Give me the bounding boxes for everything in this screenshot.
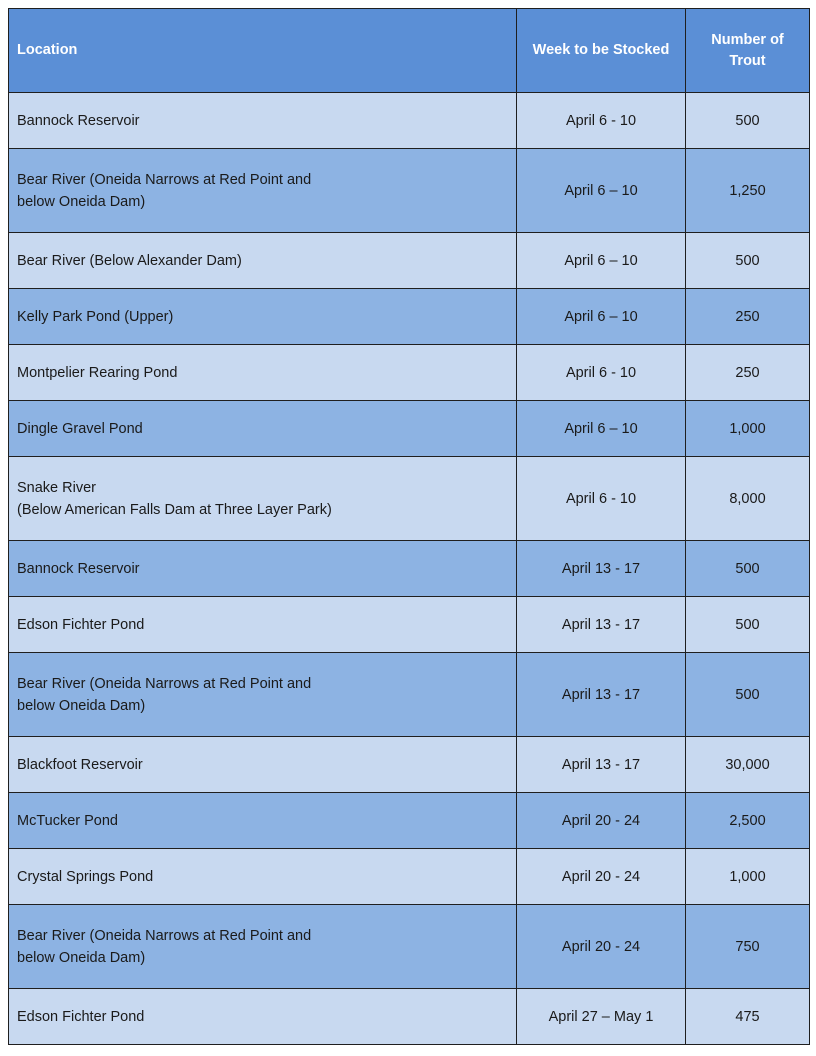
header-number-of-trout-line2: Trout xyxy=(729,52,766,69)
cell-number-of-trout: 500 xyxy=(686,233,810,289)
location-text-line: (Below American Falls Dam at Three Layer Park) xyxy=(17,501,332,518)
cell-week-to-be-stocked: April 20 - 24 xyxy=(517,849,686,905)
cell-number-of-trout: 475 xyxy=(686,989,810,1045)
table-row xyxy=(9,905,810,989)
cell-week-to-be-stocked: April 6 – 10 xyxy=(517,233,686,289)
cell-location xyxy=(9,149,517,233)
location-text-line: Bear River (Oneida Narrows at Red Point and xyxy=(17,675,312,692)
cell-week-to-be-stocked: April 20 - 24 xyxy=(517,793,686,849)
location-text-line: Dingle Gravel Pond xyxy=(17,420,143,437)
cell-location xyxy=(9,289,517,345)
cell-location xyxy=(9,793,517,849)
location-text-line: Bannock Reservoir xyxy=(17,560,140,577)
cell-number-of-trout: 750 xyxy=(686,905,810,989)
table-row xyxy=(9,401,810,457)
cell-location xyxy=(9,93,517,149)
cell-location xyxy=(9,653,517,737)
cell-location xyxy=(9,849,517,905)
location-text-line: below Oneida Dam) xyxy=(17,949,146,966)
location-text-line: Blackfoot Reservoir xyxy=(17,756,143,773)
cell-week-to-be-stocked: April 13 - 17 xyxy=(517,737,686,793)
trout-stocking-table xyxy=(8,8,810,1045)
table-row xyxy=(9,737,810,793)
location-text-line: Bear River (Oneida Narrows at Red Point and xyxy=(17,927,312,944)
cell-number-of-trout: 1,250 xyxy=(686,149,810,233)
cell-number-of-trout: 250 xyxy=(686,345,810,401)
table-row xyxy=(9,93,810,149)
cell-location xyxy=(9,597,517,653)
location-text-line: Bear River (Below Alexander Dam) xyxy=(17,252,242,269)
cell-week-to-be-stocked: April 6 - 10 xyxy=(517,345,686,401)
table-row xyxy=(9,233,810,289)
location-text-line: Bear River (Oneida Narrows at Red Point and xyxy=(17,171,312,188)
cell-number-of-trout: 250 xyxy=(686,289,810,345)
cell-week-to-be-stocked: April 6 - 10 xyxy=(517,457,686,541)
cell-location xyxy=(9,541,517,597)
cell-week-to-be-stocked: April 6 - 10 xyxy=(517,93,686,149)
cell-number-of-trout: 500 xyxy=(686,93,810,149)
location-text-line: Crystal Springs Pond xyxy=(17,868,154,885)
cell-week-to-be-stocked: April 20 - 24 xyxy=(517,905,686,989)
table-row xyxy=(9,597,810,653)
table-row xyxy=(9,457,810,541)
table-row xyxy=(9,989,810,1045)
cell-location xyxy=(9,737,517,793)
location-text-line: Montpelier Rearing Pond xyxy=(17,364,178,381)
cell-week-to-be-stocked: April 13 - 17 xyxy=(517,541,686,597)
table-header-row xyxy=(9,9,810,93)
header-number-of-trout xyxy=(686,9,810,93)
cell-week-to-be-stocked: April 27 – May 1 xyxy=(517,989,686,1045)
cell-week-to-be-stocked: April 6 – 10 xyxy=(517,149,686,233)
cell-location xyxy=(9,401,517,457)
cell-number-of-trout: 500 xyxy=(686,653,810,737)
table-row xyxy=(9,289,810,345)
location-text-line: below Oneida Dam) xyxy=(17,697,146,714)
cell-number-of-trout: 500 xyxy=(686,597,810,653)
table-row xyxy=(9,345,810,401)
table-row xyxy=(9,149,810,233)
table-row xyxy=(9,653,810,737)
cell-location xyxy=(9,345,517,401)
header-number-of-trout-line1: Number of xyxy=(711,31,784,48)
location-text-line: Edson Fichter Pond xyxy=(17,1008,145,1025)
location-text-line: McTucker Pond xyxy=(17,812,118,829)
cell-location xyxy=(9,905,517,989)
table-row xyxy=(9,793,810,849)
cell-number-of-trout: 30,000 xyxy=(686,737,810,793)
cell-location xyxy=(9,457,517,541)
cell-location xyxy=(9,989,517,1045)
cell-week-to-be-stocked: April 6 – 10 xyxy=(517,401,686,457)
cell-number-of-trout: 2,500 xyxy=(686,793,810,849)
location-text-line: below Oneida Dam) xyxy=(17,193,146,210)
cell-week-to-be-stocked: April 13 - 17 xyxy=(517,597,686,653)
cell-number-of-trout: 500 xyxy=(686,541,810,597)
header-week-to-be-stocked: Week to be Stocked xyxy=(517,9,686,93)
cell-location xyxy=(9,233,517,289)
location-text-line: Kelly Park Pond (Upper) xyxy=(17,308,174,325)
location-text-line: Edson Fichter Pond xyxy=(17,616,145,633)
cell-week-to-be-stocked: April 13 - 17 xyxy=(517,653,686,737)
location-text-line: Bannock Reservoir xyxy=(17,112,140,129)
cell-number-of-trout: 1,000 xyxy=(686,401,810,457)
table-row xyxy=(9,849,810,905)
cell-week-to-be-stocked: April 6 – 10 xyxy=(517,289,686,345)
cell-number-of-trout: 1,000 xyxy=(686,849,810,905)
table-row xyxy=(9,541,810,597)
table-body xyxy=(9,93,810,1045)
header-location: Location xyxy=(9,9,517,93)
location-text-line: Snake River xyxy=(17,479,96,496)
cell-number-of-trout: 8,000 xyxy=(686,457,810,541)
